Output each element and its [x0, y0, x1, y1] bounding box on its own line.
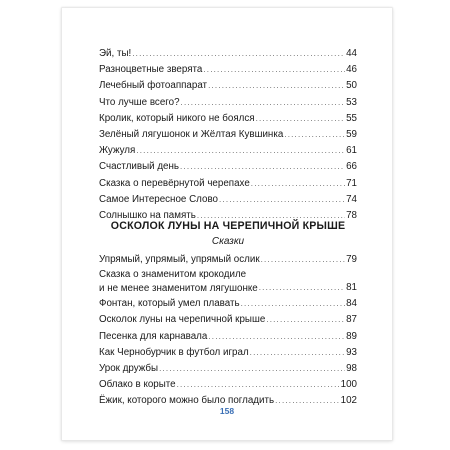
- book-page: [62, 8, 392, 440]
- toc-entry-title: Сказка о перевёрнутой черепахе: [99, 177, 250, 189]
- toc-entry-title: Как Чернобурчик в футбол играл: [99, 346, 249, 358]
- toc-entry-page: 81: [346, 282, 357, 293]
- toc-entry: [99, 78, 357, 94]
- toc-entry-page: 59: [346, 129, 357, 141]
- toc-entry: [99, 111, 357, 127]
- toc-entry-page: 71: [346, 177, 357, 189]
- leader-dots: [203, 62, 345, 78]
- toc-entry: [99, 296, 357, 312]
- leader-dots: [177, 377, 340, 393]
- toc-entry: [99, 361, 357, 377]
- toc-entry: [99, 377, 357, 393]
- toc-entry: [99, 192, 357, 208]
- leader-dots: [256, 111, 346, 127]
- leader-dots: [181, 95, 346, 111]
- leader-dots: [261, 252, 345, 268]
- toc-entry-page: 84: [346, 298, 357, 310]
- toc-entry: [99, 46, 357, 62]
- leader-dots: [251, 176, 345, 192]
- toc-entry-title: Упрямый, упрямый, упрямый ослик: [99, 254, 260, 265]
- toc-entry-title: Зелёный лягушонок и Жёлтая Кувшинка: [99, 129, 284, 141]
- toc-entry-page: 46: [346, 64, 357, 76]
- toc-entry-page: 98: [346, 363, 357, 375]
- toc-entry: [99, 159, 357, 175]
- toc-entry-page: 44: [346, 48, 357, 59]
- leader-dots: [208, 78, 345, 94]
- leader-dots: [208, 329, 345, 345]
- toc-entry-title: Разноцветные зверята: [99, 64, 203, 76]
- toc-entry-page: 61: [346, 145, 357, 157]
- leader-dots: [180, 159, 345, 175]
- toc-entry-title: Эй, ты!: [99, 48, 132, 59]
- toc-entry: [99, 268, 357, 296]
- toc-entry: [99, 176, 357, 192]
- toc-entry-page: 55: [346, 112, 357, 124]
- leader-dots: [250, 345, 345, 361]
- toc-entry-title: Лечебный фотоаппарат: [99, 80, 208, 92]
- toc-entry: [99, 312, 357, 328]
- toc-entry-page: 53: [346, 96, 357, 108]
- toc-entry-title: [99, 268, 258, 296]
- toc-entry-title-line-1: Сказка о знаменитом крокодиле: [99, 269, 247, 281]
- toc-entry-page: 66: [346, 161, 357, 173]
- table-of-contents-part-2: [99, 252, 357, 410]
- toc-entry: [99, 62, 357, 78]
- section-subheading: Сказки: [211, 236, 245, 247]
- toc-entry-page: 78: [346, 210, 357, 222]
- toc-entry-page: 79: [346, 254, 357, 265]
- leader-dots: [241, 296, 345, 312]
- toc-entry-title: Счастливый день: [99, 161, 179, 173]
- leader-dots: [136, 143, 345, 159]
- table-of-contents-part-1: [99, 46, 357, 224]
- toc-entry-page: 89: [346, 330, 357, 342]
- toc-entry: [99, 329, 357, 345]
- toc-entry-title-line-2: и не менее знаменитом лягушонке: [99, 282, 258, 294]
- toc-entry-title: Кролик, который никого не боялся: [99, 112, 255, 124]
- toc-entry-page: 74: [346, 193, 357, 205]
- toc-entry-title: Осколок луны на черепичной крыше: [99, 314, 266, 326]
- leader-dots: [219, 192, 345, 208]
- toc-entry-page: 87: [346, 314, 357, 326]
- toc-entry-title: Жужуля: [99, 145, 136, 157]
- toc-entry: [99, 252, 357, 268]
- toc-entry-title: Что лучше всего?: [99, 96, 180, 108]
- leader-dots: [259, 280, 345, 296]
- page-number: 158: [219, 406, 235, 416]
- toc-entry-title: Урок дружбы: [99, 363, 159, 375]
- toc-entry-page: 50: [346, 80, 357, 92]
- toc-entry-title: Солнышко на память: [99, 210, 196, 222]
- leader-dots: [132, 46, 345, 62]
- toc-entry-title: Фонтан, который умел плавать: [99, 298, 240, 310]
- toc-entry: [99, 127, 357, 143]
- leader-dots: [266, 312, 345, 328]
- toc-entry: [99, 95, 357, 111]
- toc-entry: [99, 345, 357, 361]
- section-heading: ОСКОЛОК ЛУНЫ НА ЧЕРЕПИЧНОЙ КРЫШЕ: [110, 220, 346, 232]
- toc-entry-page: 93: [346, 346, 357, 358]
- toc-entry-page: 102: [340, 395, 357, 407]
- leader-dots: [284, 127, 345, 143]
- toc-entry-title: Самое Интересное Слово: [99, 193, 218, 205]
- toc-entry-title: Песенка для карнавала: [99, 330, 208, 342]
- toc-entry-page: 100: [340, 379, 357, 391]
- toc-entry: [99, 143, 357, 159]
- leader-dots: [159, 361, 345, 377]
- toc-entry-title: Ёжик, которого можно было погладить: [99, 395, 275, 407]
- toc-entry-title: Облако в корыте: [99, 379, 176, 391]
